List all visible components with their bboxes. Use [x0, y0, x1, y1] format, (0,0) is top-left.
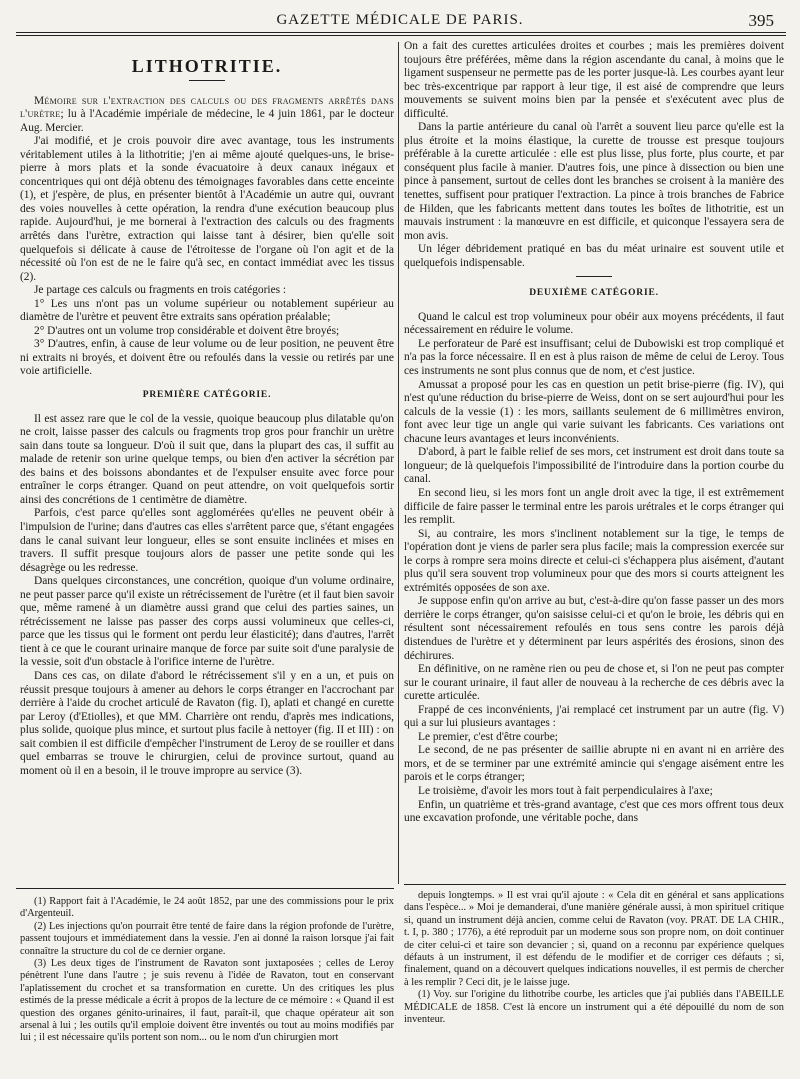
right-column	[404, 40, 784, 826]
paragraph: Le perforateur de Paré est insuffisant; celui de Dubowiski est trop compliqué et n'a pas la force nécessaire. Il en est à plus raison de même de celui de Leroy. Tous ces instruments ne sont plus connus que de nom, et c'est justice.	[404, 337, 784, 378]
right-paragraphs-top	[404, 40, 784, 270]
footnote: (1) Voy. sur l'origine du lithotribe courbe, les articles que j'ai publiés dans l'ABEILLE MÉDICALE de 1858. C'est là encore un instrument qui a été dépouillé du nom de son inventeur.	[404, 989, 784, 1026]
footnote: (3) Les deux tiges de l'instrument de Ravaton sont juxtaposées ; celles de Leroy pénètrent l'une dans l'autre ; je suis revenu à l'idée de Ravaton, tout en conservant l'aplatissement du crochet et sa transformation en curette. Un des critiques les plus estimés de la presse médicale a écrit à propos de la lecture de ce mémoire : « Quand il est question des organes génito-urinaires, il faut, paraît-il, que chaque opérateur ait son arsenal à lui ; les outils qu'il emploie doivent être inventés ou tout au moins modifiés par lui ; il est nécessaire qu'ils portent son nom... ou le nom d'un chirurgien mort	[20, 958, 394, 1044]
footnote-rule-right	[404, 884, 786, 885]
paragraph: J'ai modifié, et je crois pouvoir dire avec avantage, tous les instruments véritablement utiles à la lithotritie; j'en ai même ajouté quelques-uns, le brise-pierre à mors plats et la sonde évacuatoire à deux canaux inégaux et concentriques qui ont déjà obtenu des témoignages favorables dans cette enceinte (1), et j'espère, de plus, en présenter bientôt à l'Académie un autre qui, ouvrant des voies nouvelles à cette opération, la rendra d'une exécution beaucoup plus rapide. Aujourd'hui, je me bornerai à l'extraction des calculs ou des fragments arrêtés dans l'urètre, extraction qui laisse tant à désirer, bien qu'elle soit quelquefois si délicate à cause de l'étroitesse de l'organe où l'on agit et de la nécessité où l'on est de ne le faire qu'à sec, en contact immédiat avec les tissus (2).	[20, 135, 394, 283]
paragraph: Si, au contraire, les mors s'inclinent notablement sur la tige, le temps de l'opération dont je viens de parler sera plus facile; mais la compression exercée sur le corps à rompre sera moins directe et celui-ci s'échappera plus aisément, d'autant plus qu'il sera souvent trop volumineux pour que des mors si courts atteignent les extrémités opposées de son axe.	[404, 527, 784, 594]
paragraph: En définitive, on ne ramène rien ou peu de chose et, si l'on ne peut pas compter sur le courant urinaire, il faut aller de nouveau à la recherche de ces débris avec la curette articulée.	[404, 663, 784, 703]
paragraph: Dans ces cas, on dilate d'abord le rétrécissement s'il y en a un, et puis on réussit presque toujours à amener au dehors le corps étranger en l'accrochant par derrière à l'aide du crochet articulé de Ravaton (fig. I), aplati et changé en curette par Leroy (d'Etiolles), et que MM. Charrière ont rendu, d'après mes indications, plus solide, quoique plus mince, et surtout plus facile à nettoyer (fig. II et III) : on sait combien il est difficile d'empêcher l'instrument de Leroy de se rouiller et dans quel embarras se trouve le chirurgien, celui de province surtout, quand au moment où il en a besoin, il le trouve impropre au service (3).	[20, 669, 394, 777]
paragraph: D'abord, à part le faible relief de ses mors, cet instrument est droit dans toute sa longueur; de là quelquefois l'impossibilité de l'introduire dans la portion courbe du canal.	[404, 446, 784, 486]
memoir-title-caps: Mémoire sur l'extraction des calculs ou des fragments arrêtés dans l'urètre;	[20, 94, 394, 121]
footnote-rule-left	[16, 888, 394, 889]
page-number: 395	[748, 11, 774, 30]
footnote: (2) Les injections qu'on pourrait être tenté de faire dans la région profonde de l'urètre, passent toujours et immédiatement dans la vessie. J'en ai donné la raison lorsque j'ai fait connaître la structure du col de ce dernier organe.	[20, 920, 394, 957]
paragraph: Parfois, c'est parce qu'elles sont agglomérées qu'elles ne peuvent obéir à l'impulsion de l'urine; dans d'autres cas elles s'arrêtent parce que, s'étant engagées dans le canal suivant leur longueur, elles se sont ensuite inclinées et mises en travers. Il suffit presque toujours alors de passer une petite sonde qui les désagrège ou les redresse.	[20, 507, 394, 574]
paragraph: Le second, de ne pas présenter de saillie abrupte ni en avant ni en arrière des mors, et de se terminer par une extrémité amincie qui s'engage aisément entre les parois et le corps étranger;	[404, 744, 784, 784]
paragraph: Je partage ces calculs ou fragments en trois catégories :	[34, 284, 287, 297]
paragraph: Amussat a proposé pour les cas en question un petit brise-pierre (fig. IV), qui n'est qu'une réduction du brise-pierre de Weiss, dont on se sert aujourd'hui pour les calculs de la vessie (1) : les mors, saillants seulement de 6 millimètres environ, font avec leur tige un angle qui varie suivant les fabricants. Ces variations ont chacune leurs avantages et leurs inconvénients.	[404, 378, 784, 445]
paragraph: 3° D'autres, enfin, à cause de leur volume ou de leur position, ne peuvent être ni extraits ni broyés, et doivent être ou refoulés dans la vessie ou retirés par une voie artificielle.	[20, 338, 394, 378]
paragraph: En second lieu, si les mors font un angle droit avec la tige, il est extrêmement difficile de faire passer le terminal entre les parois urétrales et le corps étranger qui les remplit.	[404, 486, 784, 527]
paragraph: Il est assez rare que le col de la vessie, quoique beaucoup plus dilatable qu'on ne croit, laisse passer des calculs ou fragments trop gros pour franchir un urètre sain dans toute sa longueur. D'où il suit que, dans la plupart des cas, il suffit au malade de retenir son urine quelque temps, ou bien d'en activer la sécrétion par des bains et des boissons abondantes et de l'expulser ensuite avec force pour entraîner le corps étranger. Quand on peut attendre, on voit quelquefois sortir ainsi des concrétions de 1 centimètre de diamètre.	[20, 412, 394, 506]
article-heading: LITHOTRITIE.	[131, 56, 283, 76]
paragraph: Un léger débridement pratiqué en bas du méat urinaire est souvent utile et quelquefois indispensable.	[404, 243, 784, 269]
paragraph: Dans la partie antérieure du canal où l'arrêt a souvent lieu parce qu'elle est la plus étroite et la moins élastique, la curette de trousse est presque toujours préférable à la curette articulée : elle est plus lisse, plus forte, plus courte, et par conséquent plus facile à manier. D'autres fois, une pince à dissection ou bien une pince à pansement, surtout de celles dont les branches se croisent à la manière des tenettes, suffisent pour pratiquer l'extraction. La pince à trois branches de Fabrice de Hilden, que les fabricants mettent dans toutes les boîtes de lithotritie, est un mauvais instrument : la manœuvre en est difficile, et quiconque l'essayera sera de mon avis.	[404, 121, 784, 242]
running-header	[0, 10, 800, 30]
paragraph: Frappé de ces inconvénients, j'ai remplacé cet instrument par un autre (fig. V) qui a sur lui plusieurs avantages :	[404, 703, 784, 730]
memoir-title	[20, 95, 394, 136]
section-rule	[576, 276, 612, 277]
paragraph: Enfin, un quatrième et très-grand avantage, c'est que ces mors offrent tous deux une excavation profonde, une véritable poche, dans	[404, 798, 784, 825]
footnotes-left	[20, 896, 394, 1045]
heading-rule	[189, 80, 225, 81]
section-heading-second: DEUXIÈME CATÉGORIE.	[529, 288, 659, 299]
memoir-title-rest: lu à l'Académie impériale de médecine, le 4 juin 1861, par le docteur Aug. Mercier.	[20, 108, 394, 134]
header-rule-double	[16, 35, 786, 36]
paragraph: Le premier, c'est d'être courbe;	[418, 730, 558, 743]
paragraph: Dans quelques circonstances, une concrétion, quoique d'un volume ordinaire, ne peut passer parce qu'il existe un rétrécissement de l'urètre (et il faut bien savoir que, même ramené à un diamètre aussi grand que celui des parties saines, un rétrécissement ne laisse pas passer des corps aussi volumineux que celles-ci, parce que les tissus qui le forment ont perdu leur élasticité); dans d'autres, l'arrêt tient à ce que le courant urinaire manque de force par suite soit d'une paralysie de la vessie, soit d'un obstacle à l'orifice interne de l'urètre.	[20, 575, 394, 669]
intro-paragraphs	[20, 135, 394, 379]
first-category-paragraphs	[20, 413, 394, 779]
header-rule	[16, 32, 786, 33]
footnotes-right	[404, 890, 784, 1026]
journal-title: GAZETTE MÉDICALE DE PARIS.	[276, 12, 524, 28]
footnote: depuis longtemps. » Il est vrai qu'il ajoute : « Cela dit en général et sans applications dans l'espèce... » Moi je demanderai, d'une manière générale aussi, à mon spirituel critique si, quand un instrument déjà ancien, comme celui de Ravaton (voy. PRAT. DE LA CHIR., t. I, p. 380 ; 1776), a été reproduit par un moderne sous son propre nom, on doit continuer de citer celui-ci et taire son devancier ; si, quand on a reconnu par expérience quelques défauts à un instrument, il est défendu de le modifier et de corriger ces défauts ; si, finalement, quand on a découvert quelques indications nouvelles, il est permis de chercher à les remplir ? Ceci dit, je le laisse juge.	[404, 890, 784, 988]
paragraph: Le troisième, d'avoir les mors tout à fait perpendiculaires à l'axe;	[418, 784, 713, 797]
column-divider	[398, 42, 399, 884]
footnote: (1) Rapport fait à l'Académie, le 24 août 1852, par une des commissions pour le prix d'Argenteuil.	[20, 896, 394, 920]
second-category-paragraphs	[404, 311, 784, 826]
left-column	[20, 40, 394, 778]
section-heading-first: PREMIÈRE CATÉGORIE.	[142, 390, 272, 401]
paragraph: Quand le calcul est trop volumineux pour obéir aux moyens précédents, il faut nécessairement en réduire le volume.	[404, 310, 784, 337]
paragraph: 2° D'autres ont un volume trop considérable et doivent être broyés;	[34, 324, 340, 337]
paragraph: 1° Les uns n'ont pas un volume supérieur ou notablement supérieur au diamètre de l'urètre et peuvent être extraits sans opération préalable;	[20, 297, 394, 324]
paragraph: On a fait des curettes articulées droites et courbes ; mais les premières doivent toujours être préférées, même dans la région ascendante du canal, à moins que le ligament suspenseur ne permette pas de les porter jusque-là. Les courbes ayant leur bec très-excentrique par rapport à leur tige, il est aisé de comprendre que leurs mouvements se suivent moins bien par la pensée et s'exécutent avec plus de difficulté.	[404, 40, 784, 120]
paragraph: Je suppose enfin qu'on arrive au but, c'est-à-dire qu'on fasse passer un des mors derrière le corps étranger, qu'on saisisse celui-ci et qu'on le broie, les débris qui en résultent sont nécessairement refoulés en tous sens contre les parois déjà distendues de l'urètre et y déterminent par leurs aspérités des érosions, sinon des déchirures.	[404, 595, 784, 662]
